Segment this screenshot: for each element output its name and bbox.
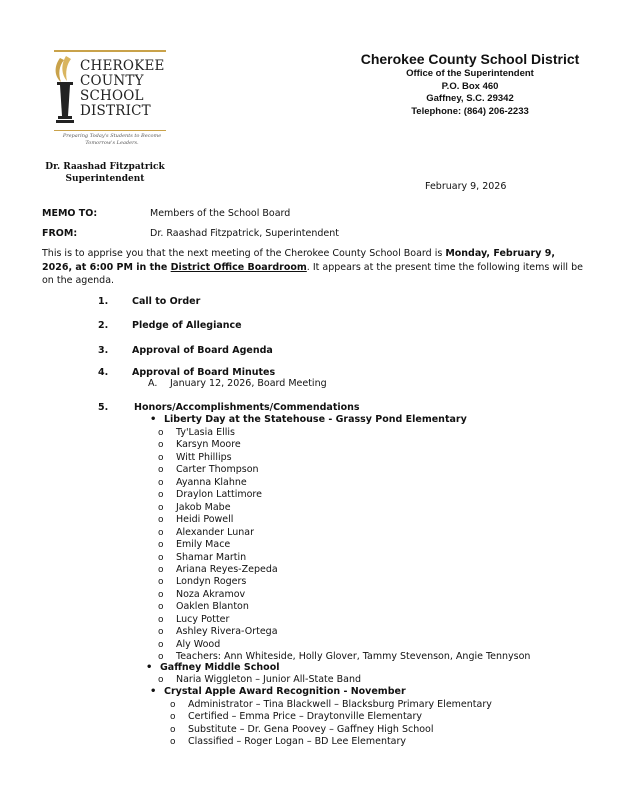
logo-word-2: COUNTY: [80, 73, 144, 89]
logo-top-rule: [54, 50, 166, 52]
honors-heading-text: Gaffney Middle School: [160, 662, 280, 673]
bullet-icon: •: [150, 414, 157, 425]
honoree-text: Classified – Roger Logan – BD Lee Elementary: [188, 736, 407, 748]
honoree-text: Witt Phillips: [176, 451, 232, 463]
honoree-text: Lucy Potter: [176, 613, 230, 625]
circle-bullet-icon: o: [170, 700, 176, 710]
circle-bullet-icon: o: [158, 527, 164, 538]
memo-to-label: MEMO TO:: [42, 208, 98, 219]
circle-bullet-icon: o: [158, 577, 164, 588]
bullet-icon: •: [146, 662, 153, 673]
circle-bullet-icon: o: [158, 639, 164, 650]
intro-meeting-time: Monday, February 9, 2026, at 6:00 PM in the: [42, 248, 555, 273]
honoree-text: Jakob Mabe: [176, 501, 231, 513]
logo-tagline: Preparing Today's Students to Become Tomorrow's Leaders.: [62, 133, 162, 146]
memo-date: February 9, 2026: [425, 181, 507, 192]
honoree-text: Emily Mace: [176, 539, 231, 551]
logo-word-4: DISTRICT: [80, 103, 151, 119]
agenda-label: Honors/Accomplishments/Commendations: [134, 402, 360, 413]
logo-bottom-rule: [54, 130, 166, 131]
intro-text-1: This is to apprise you that the next meeting of the Cherokee County School Board is: [42, 248, 446, 259]
circle-bullet-icon: o: [158, 627, 164, 638]
agenda-number: 4.: [98, 367, 109, 378]
honoree-text: Karsyn Moore: [176, 439, 241, 451]
honoree-text: Administrator – Tina Blackwell – Blacksburg Primary Elementary: [188, 699, 492, 710]
honoree-text: Certified – Emma Price – Draytonville Elementary: [188, 711, 423, 723]
telephone-line: Telephone: (864) 206-2233: [411, 105, 529, 117]
sub-text: January 12, 2026, Board Meeting: [170, 378, 327, 389]
honoree-text: Oaklen Blanton: [176, 601, 249, 613]
honoree-text: Substitute – Dr. Gena Poovey – Gaffney High School: [188, 723, 434, 735]
memo-to-value: Members of the School Board: [150, 208, 291, 219]
po-box-line: P.O. Box 460: [441, 80, 499, 92]
agenda-number: 3.: [98, 345, 109, 356]
honors-heading-text: Liberty Day at the Statehouse - Grassy Pond Elementary: [164, 414, 467, 425]
agenda-number: 2.: [98, 320, 109, 331]
circle-bullet-icon: o: [158, 589, 164, 600]
agenda-number: 1.: [98, 296, 109, 307]
circle-bullet-icon: o: [158, 465, 164, 476]
honoree-text: Ty'Lasia Ellis: [176, 427, 235, 438]
intro-text-2: . It appears at the present time the following items will be on the agenda.: [42, 261, 583, 286]
superintendent-title: Superintendent: [65, 174, 145, 184]
circle-bullet-icon: o: [158, 540, 164, 551]
district-name: Cherokee County School District: [360, 51, 580, 67]
honors-heading-text: Crystal Apple Award Recognition - November: [164, 686, 406, 697]
circle-bullet-icon: o: [170, 737, 176, 748]
sub-letter: A.: [148, 378, 158, 389]
circle-bullet-icon: o: [170, 712, 176, 723]
torch-logo-icon: [52, 54, 78, 126]
circle-bullet-icon: o: [158, 515, 164, 526]
circle-bullet-icon: o: [170, 724, 176, 735]
office-line: Office of the Superintendent: [406, 68, 534, 79]
honoree-text: Heidi Powell: [176, 514, 234, 526]
logo-wordmark: [80, 59, 165, 119]
honoree-text: Teachers: Ann Whiteside, Holly Glover, Tammy Stevenson, Angie Tennyson: [176, 651, 531, 663]
circle-bullet-icon: o: [158, 564, 164, 575]
honoree-text: Draylon Lattimore: [176, 489, 262, 501]
honoree-text: Ayanna Klahne: [176, 476, 247, 488]
logo-word-1: CHEROKEE: [80, 58, 165, 74]
agenda-label: Approval of Board Agenda: [132, 345, 273, 356]
honoree-text: Aly Wood: [176, 638, 221, 650]
circle-bullet-icon: o: [158, 652, 164, 663]
honoree-text: Alexander Lunar: [176, 526, 254, 538]
agenda-label: Pledge of Allegiance: [132, 320, 242, 331]
agenda-label: Call to Order: [132, 296, 201, 307]
circle-bullet-icon: o: [158, 440, 164, 451]
bullet-icon: •: [150, 686, 157, 697]
circle-bullet-icon: o: [158, 602, 164, 613]
superintendent-name: Dr. Raashad Fitzpatrick: [45, 162, 165, 172]
honoree-text: Noza Akramov: [176, 588, 246, 600]
circle-bullet-icon: o: [158, 675, 164, 685]
circle-bullet-icon: o: [158, 452, 164, 463]
intro-paragraph: [42, 247, 587, 288]
district-header: [315, 50, 618, 118]
circle-bullet-icon: o: [158, 614, 164, 625]
superintendent-block: [30, 161, 180, 185]
honoree-text: Shamar Martin: [176, 551, 247, 563]
agenda-number: 5.: [98, 402, 109, 413]
honoree-text: Ashley Rivera-Ortega: [176, 626, 278, 638]
agenda-label: Approval of Board Minutes: [132, 367, 276, 378]
honoree-text: Naria Wiggleton – Junior All-State Band: [176, 674, 362, 685]
circle-bullet-icon: o: [158, 502, 164, 513]
honoree-text: Carter Thompson: [176, 464, 259, 476]
circle-bullet-icon: o: [158, 428, 164, 438]
district-logo: [52, 50, 167, 150]
memo-from-label: FROM:: [42, 228, 78, 239]
memo-from-value: Dr. Raashad Fitzpatrick, Superintendent: [150, 228, 339, 239]
circle-bullet-icon: o: [158, 477, 164, 488]
intro-location: District Office Boardroom: [170, 261, 307, 273]
honoree-text: Ariana Reyes-Zepeda: [176, 563, 278, 575]
circle-bullet-icon: o: [158, 552, 164, 563]
circle-bullet-icon: o: [158, 490, 164, 501]
city-line: Gaffney, S.C. 29342: [426, 93, 514, 104]
logo-word-3: SCHOOL: [80, 88, 144, 104]
honoree-text: Londyn Rogers: [176, 576, 247, 588]
